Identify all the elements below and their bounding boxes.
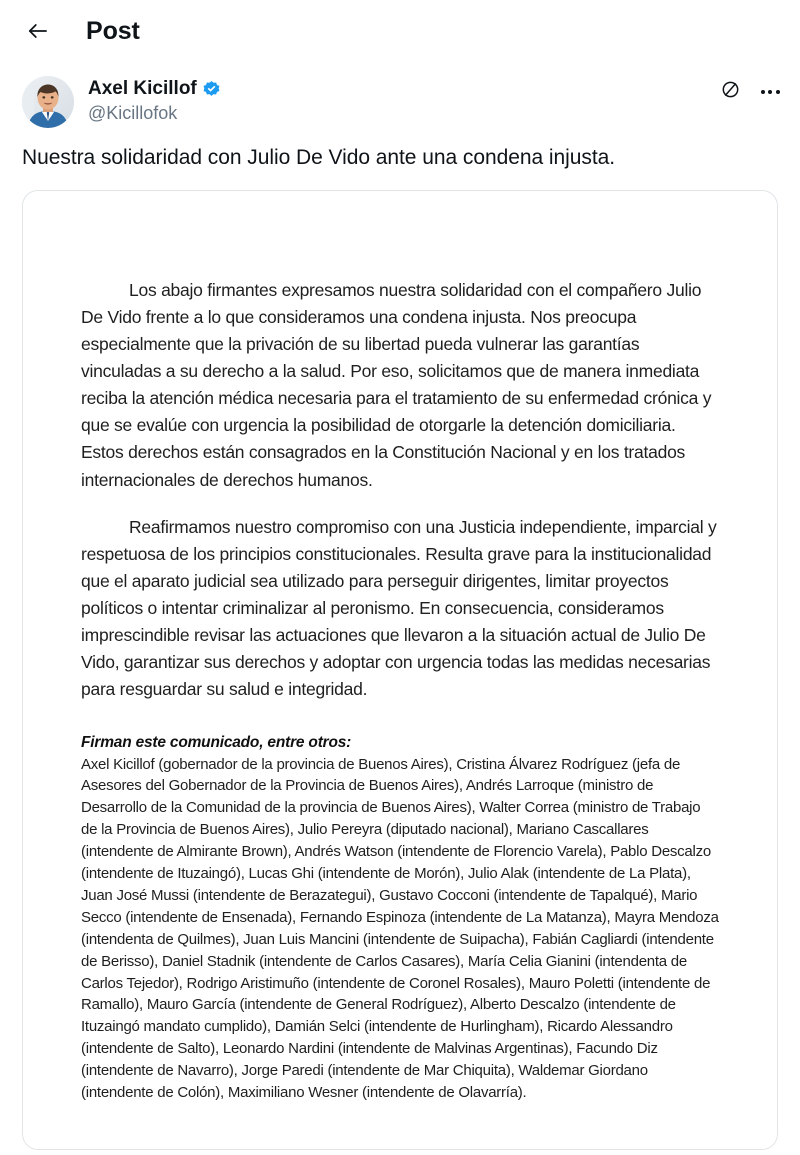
post-media-card[interactable]	[22, 190, 778, 1150]
post-text: Nuestra solidaridad con Julio De Vido ante una condena injusta.	[22, 146, 616, 169]
grok-actions-button[interactable]	[718, 80, 742, 104]
page-title: Post	[86, 16, 140, 45]
author-meta	[88, 76, 221, 125]
author-display-name: Axel Kicillof	[88, 78, 197, 99]
post-actions	[718, 80, 782, 104]
post-author-row	[0, 62, 800, 128]
more-options-button[interactable]	[758, 80, 782, 104]
signers-block	[81, 734, 719, 1104]
circle-slash-icon	[720, 79, 741, 105]
document-image	[23, 191, 777, 1104]
verified-badge-icon	[202, 80, 221, 99]
author-handle: @Kicillofok	[88, 103, 178, 124]
more-options-icon	[761, 90, 780, 94]
author-name-line[interactable]	[88, 78, 221, 100]
document-paragraph-1: Los abajo firmantes expresamos nuestra solidaridad con el compañero Julio De Vido frente a lo que consideramos una condena injusta. Nos preocupa especialmente que la privación de su libertad pueda vulnerar las garantías vinculadas a su derecho a la salud. Por eso, solicitamos que de manera inmediata reciba la atención médica necesaria para el tratamiento de su enfermedad crónica y que se evalúe con urgencia la posibilidad de otorgarle la detención domiciliaria. Estos derechos están consagrados en la Constitución Nacional y en los tratados internacionales de derechos humanos.	[81, 279, 712, 490]
back-button[interactable]	[20, 13, 56, 49]
top-bar	[0, 0, 800, 62]
signers-list: Axel Kicillof (gobernador de la provincia de Buenos Aires), Cristina Álvarez Rodríguez (jefa de Asesores del Gobernador de la Provincia de Buenos Aires), Andrés Larroque (ministro de Desarrollo de la Comunidad de la provincia de Buenos Aires), Walter Correa (ministro de Trabajo de la Provincia de Buenos Aires), Julio Pereyra (diputado nacional), Mariano Cascallares (intendente de Almirante Brown), Andrés Watson (intendente de Florencio Varela), Pablo Descalzo (intendente de Ituzaingó), Lucas Ghi (intendente de Morón), Julio Alak (intendente de La Plata), Juan José Mussi (intendente de Berazategui), Gustavo Cocconi (intendente de Tapalqué), Mario Secco (intendente de Ensenada), Fernando Espinoza (intendente de La Matanza), Mayra Mendoza (intendenta de Quilmes), Juan Luis Mancini (intendente de Suipacha), Fabián Cagliardi (intendente de Berisso), Daniel Stadnik (intendente de Carlos Casares), María Celia Gianini (intendenta de Carlos Tejedor), Rodrigo Aristimuño (intendente de Coronel Rosales), Mauro Poletti (intendente de Ramallo), Mauro García (intendente de General Rodríguez), Alberto Descalzo (intendente de Ituzaingó mandato cumplido), Damián Selci (intendente de Hurlingham), Ricardo Alessandro (intendente de Salto), Leonardo Nardini (intendente de Malvinas Argentinas), Facundo Diz (intendente de Navarro), Jorge Paredi (intendente de Mar Chiquita), Waldemar Giordano (intendente de Colón), Maximiliano Wesner (intendente de Olavarría).	[81, 755, 719, 1101]
signers-heading: Firman este comunicado, entre otros:	[81, 733, 352, 751]
arrow-left-icon	[27, 20, 49, 42]
avatar[interactable]	[22, 76, 74, 128]
document-paragraph-2: Reafirmamos nuestro compromiso con una Justicia independiente, imparcial y respetuosa de los principios constitucionales. Resulta grave para la institucionalidad que el aparato judicial sea utilizado para perseguir dirigentes, limitar proyectos políticos o intentar criminalizar al peronismo. En consecuencia, consideramos imprescindible revisar las actuaciones que llevaron a la situación actual de Julio De Vido, garantizar sus derechos y adoptar con urgencia todas las medidas necesarias para resguardar su salud e integridad.	[81, 516, 717, 700]
